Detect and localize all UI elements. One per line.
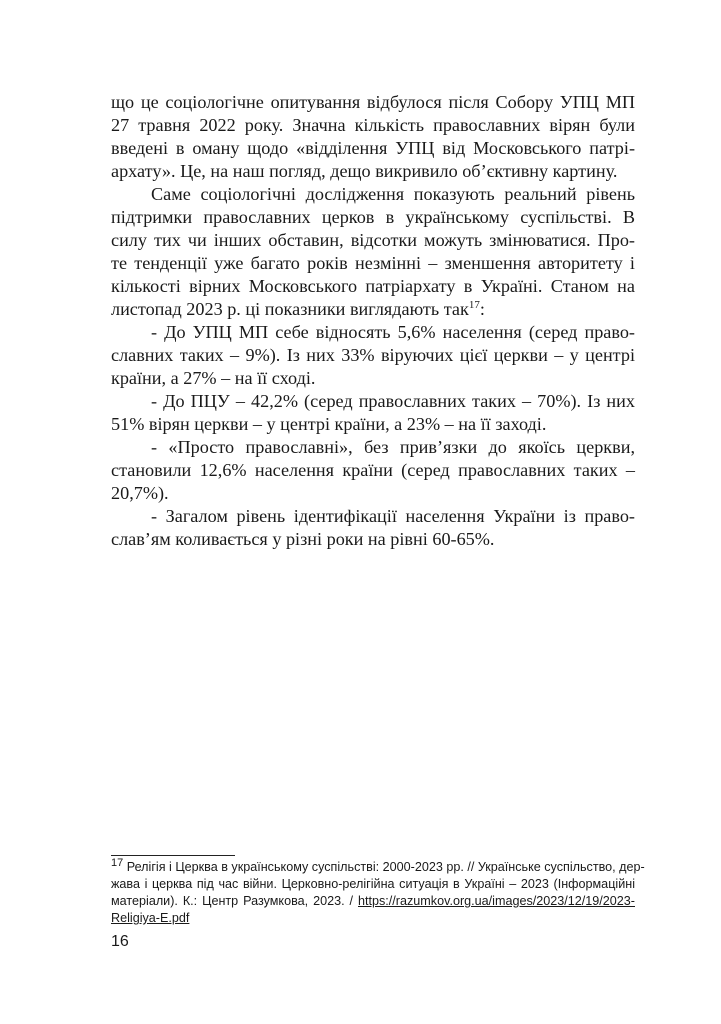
footnote xyxy=(111,856,645,927)
footnote-text: матеріали). К.: Центр Разумкова, 2023. / xyxy=(111,894,358,908)
list-item-line: слав’ям коливається у різні роки на рівні 60-65%. xyxy=(111,529,495,549)
list-item-line: - Загалом рівень ідентифікації населення України із право- xyxy=(151,506,635,526)
footnote-line xyxy=(111,893,635,910)
footnote-line xyxy=(111,856,645,876)
body-line: що це соціологічне опитування відбулося після Собору УПЦ МП xyxy=(111,92,635,112)
body-line: те тенденції уже багато років незмінні – зменшення авторитету і xyxy=(111,253,635,273)
body-line: 27 травня 2022 року. Значна кількість православних вірян були xyxy=(111,115,635,135)
body-text xyxy=(111,91,635,551)
body-line: підтримки православних церков в українському суспільстві. В xyxy=(111,207,635,227)
list-item-line: 20,7%). xyxy=(111,483,169,503)
footnote-divider xyxy=(111,855,235,856)
body-line: архату». Це, на наш погляд, дещо викривило об’єктивну картину. xyxy=(111,161,618,181)
body-line: кількості вірних Московського патріархату в Україні. Станом на xyxy=(111,276,635,296)
body-line: введені в оману щодо «відділення УПЦ від Московського патрі- xyxy=(111,138,635,158)
footnote-number: 17 xyxy=(111,856,124,869)
list-item-line: - До ПЦУ – 42,2% (серед православних таких – 70%). Із них xyxy=(151,391,635,411)
footnote-text: Релігія і Церква в українському суспільстві: 2000-2023 рр. // Українське суспільство, дер- xyxy=(126,860,645,874)
list-item-line: славних таких – 9%). Із них 33% віруючих цієї церкви – у центрі xyxy=(111,345,635,365)
footnote-link[interactable]: Religiya-E.pdf xyxy=(111,911,190,925)
body-line-text: листопад 2023 р. ці показники виглядають так xyxy=(111,299,469,319)
list-item-line: країни, а 27% – на її сході. xyxy=(111,368,316,388)
footnote-reference[interactable]: 17 xyxy=(468,298,480,311)
list-item-line: становили 12,6% населення країни (серед православних таких – xyxy=(111,460,635,480)
page-number: 16 xyxy=(111,933,129,950)
list-item-line: - «Просто православні», без прив’язки до якоїсь церкви, xyxy=(151,437,635,457)
list-item-line: - До УПЦ МП себе відносять 5,6% населення (серед право- xyxy=(151,322,635,342)
body-line: Саме соціологічні дослідження показують реальний рівень xyxy=(151,184,635,204)
footnote-link[interactable]: https://razumkov.org.ua/images/2023/12/19/2023- xyxy=(358,894,635,908)
footnote-line xyxy=(111,910,635,927)
body-line-with-footnote-ref xyxy=(111,298,635,321)
list-item-line: 51% вірян церкви – у центрі країни, а 23% – на її заході. xyxy=(111,414,547,434)
body-line-colon: : xyxy=(479,299,485,319)
body-line: силу тих чи інших обставин, відсотки можуть змінюватися. Про- xyxy=(111,230,635,250)
footnote-line: жава і церква під час війни. Церковно-релігійна ситуація в Україні – 2023 (Інформаційні xyxy=(111,877,635,891)
